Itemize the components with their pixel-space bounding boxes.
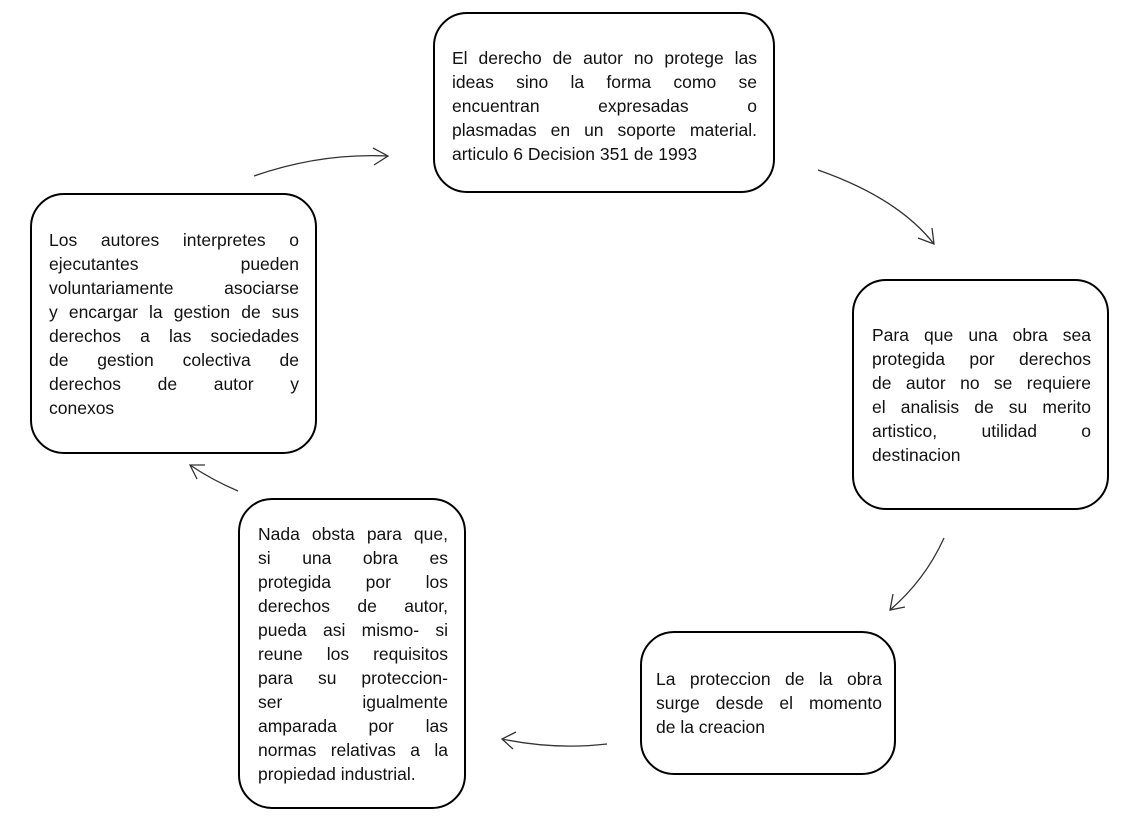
text-line: y encargar la gestion de sus <box>49 301 299 322</box>
arrow-right-to-bottom-right <box>890 538 944 610</box>
node-text <box>872 323 1091 467</box>
text-line: de autor no se requiere <box>872 372 1091 393</box>
node-text <box>452 46 757 166</box>
node-text <box>656 667 882 739</box>
arrow-left-to-top <box>254 156 387 176</box>
text-line: derechos de autor, <box>258 595 448 616</box>
text-line: reune los requisitos <box>258 643 448 664</box>
text-line: derechos de autor y <box>49 373 299 394</box>
arrow-bottom-left-to-left <box>190 465 238 491</box>
text-line: El derecho de autor no protege las <box>452 48 757 68</box>
text-line: normas relativas a la <box>258 739 448 760</box>
arrow-top-to-right <box>818 170 934 244</box>
node-text <box>49 228 299 420</box>
text-line: amparada por las <box>258 715 448 736</box>
node-protection-from-creation <box>640 631 896 775</box>
text-line: encuentran expresadas o <box>452 96 757 116</box>
text-line: propiedad industrial. <box>258 763 416 784</box>
text-line: si una obra es <box>258 547 448 568</box>
text-line: plasmadas en un soporte material. <box>452 120 757 140</box>
arrow-bottom-right-to-bottom-left <box>502 739 607 746</box>
text-line: Los autores interpretes o <box>49 229 299 250</box>
text-line: surge desde el momento <box>656 693 882 713</box>
text-line: ideas sino la forma como se <box>452 72 757 92</box>
text-line: articulo 6 Decision 351 de 1993 <box>452 144 698 164</box>
text-line: pueda asi mismo- si <box>258 619 448 640</box>
arrowhead-bottom-left-to-left <box>190 465 205 479</box>
node-no-merit-analysis-required <box>852 279 1109 510</box>
text-line: de gestion colectiva de <box>49 349 299 370</box>
text-line: voluntariamente asociarse <box>49 277 299 298</box>
text-line: ejecutantes pueden <box>49 253 299 274</box>
node-copyright-protects-expression <box>433 12 775 193</box>
text-line: de la creacion <box>656 717 765 737</box>
arrowhead-right-to-bottom-right <box>890 594 905 610</box>
text-line: el analisis de su merito <box>872 396 1091 417</box>
text-line: para su proteccion- <box>258 667 448 688</box>
text-line: artistico, utilidad o <box>872 420 1091 441</box>
arrowhead-bottom-right-to-bottom-left <box>502 732 516 749</box>
text-line: conexos <box>49 397 115 418</box>
node-industrial-property-protection <box>238 498 466 809</box>
arrowhead-left-to-top <box>373 148 388 165</box>
text-line: derechos a las sociedades <box>49 325 299 346</box>
text-line: Nada obsta para que, <box>258 523 448 544</box>
text-line: ser igualmente <box>258 691 448 712</box>
node-collective-management-societies <box>30 193 317 454</box>
text-line: La proteccion de la obra <box>656 669 882 689</box>
text-line: protegida por derechos <box>872 348 1091 369</box>
text-line: destinacion <box>872 444 961 465</box>
text-line: Para que una obra sea <box>872 324 1091 345</box>
text-line: protegida por los <box>258 571 448 592</box>
arrowhead-top-to-right <box>918 228 934 244</box>
node-text <box>258 522 448 786</box>
